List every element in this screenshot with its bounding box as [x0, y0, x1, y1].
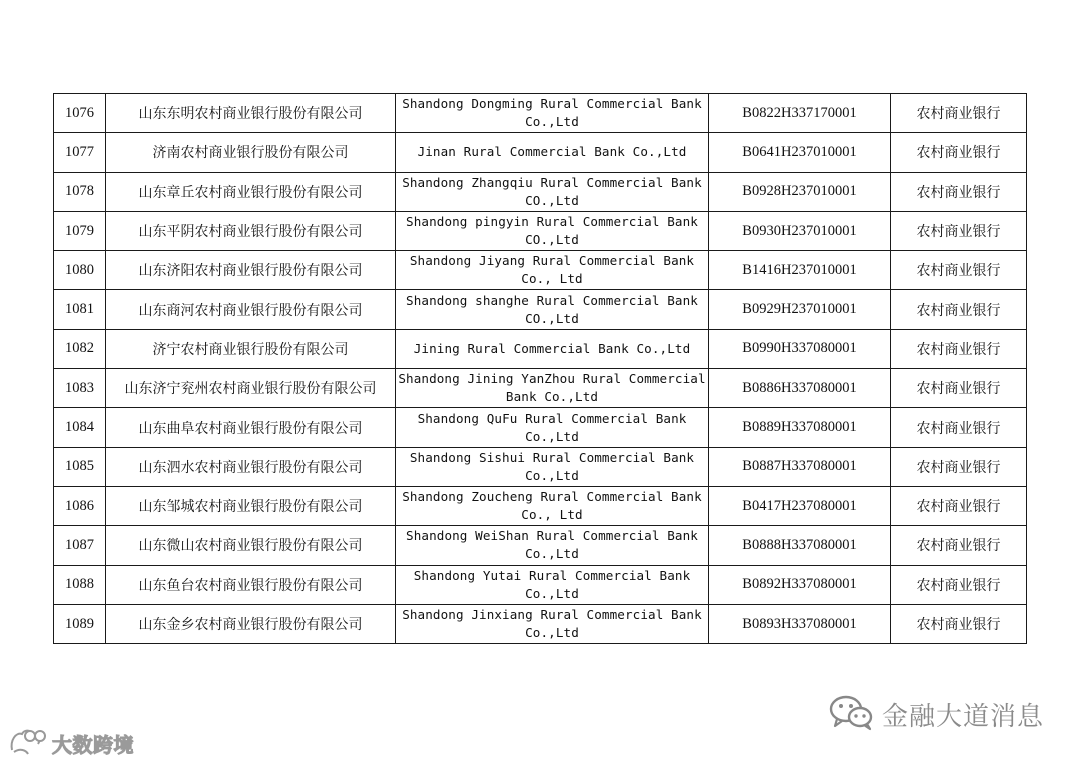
table-row [54, 408, 1027, 447]
institution-code-cell: B0822H337170001 [709, 94, 891, 133]
bank-name-en-cell [396, 290, 709, 329]
bank-list-table [53, 93, 1027, 644]
institution-type-cell: 农村商业银行 [891, 211, 1027, 250]
bank-name-cn-cell: 济宁农村商业银行股份有限公司 [106, 329, 396, 368]
institution-code-cell: B0930H237010001 [709, 211, 891, 250]
bank-name-cn-cell: 山东济宁兖州农村商业银行股份有限公司 [106, 369, 396, 408]
watermark-wechat-account [826, 694, 1044, 734]
bank-name-en-cell [396, 133, 709, 172]
table-row [54, 565, 1027, 604]
bank-name-en-cell [396, 447, 709, 486]
bank-name-cn-cell: 济南农村商业银行股份有限公司 [106, 133, 396, 172]
bank-name-en-cell [396, 604, 709, 643]
bank-name-en-cell [396, 94, 709, 133]
bank-name-en-line: CO.,Ltd [525, 232, 579, 248]
row-number-cell: 1089 [54, 604, 106, 643]
institution-type-cell: 农村商业银行 [891, 133, 1027, 172]
bank-name-en-line: Co.,Ltd [525, 114, 579, 130]
institution-code-cell: B0886H337080001 [709, 369, 891, 408]
bank-name-en-line: Bank Co.,Ltd [505, 389, 599, 405]
institution-code-cell: B1416H237010001 [709, 251, 891, 290]
table-body [54, 94, 1027, 644]
bank-name-en-line: Co.,Ltd [525, 585, 579, 601]
institution-code-cell: B0893H337080001 [709, 604, 891, 643]
row-number-cell: 1080 [54, 251, 106, 290]
watermark-site-logo [8, 727, 134, 759]
bank-name-en-cell [396, 486, 709, 525]
institution-code-cell: B0641H237010001 [709, 133, 891, 172]
watermark-account-name: 金融大道消息 [882, 701, 1045, 732]
institution-code-cell: B0892H337080001 [709, 565, 891, 604]
cat-logo-icon [8, 726, 50, 760]
row-number-cell: 1086 [54, 486, 106, 525]
bank-name-en-line: Shandong Jining YanZhou Rural Commercial [398, 371, 706, 387]
bank-name-en-line: Shandong Zoucheng Rural Commercial Bank [402, 489, 702, 505]
bank-name-en-line: Co.,Ltd [525, 625, 579, 640]
bank-name-en-line: Co.,Ltd [525, 428, 579, 444]
table-row [54, 447, 1027, 486]
table-row [54, 604, 1027, 643]
institution-type-cell: 农村商业银行 [891, 290, 1027, 329]
institution-code-cell: B0889H337080001 [709, 408, 891, 447]
institution-type-cell: 农村商业银行 [891, 369, 1027, 408]
institution-code-cell: B0990H337080001 [709, 329, 891, 368]
bank-name-en-cell [396, 329, 709, 368]
bank-name-cn-cell: 山东济阳农村商业银行股份有限公司 [106, 251, 396, 290]
table-row [54, 486, 1027, 525]
bank-name-cn-cell: 山东东明农村商业银行股份有限公司 [106, 94, 396, 133]
institution-code-cell: B0928H237010001 [709, 172, 891, 211]
bank-name-cn-cell: 山东商河农村商业银行股份有限公司 [106, 290, 396, 329]
table-row [54, 94, 1027, 133]
bank-name-en-line: Co.,Ltd [525, 467, 579, 483]
table-row [54, 290, 1027, 329]
bank-name-en-line: Shandong Dongming Rural Commercial Bank [402, 96, 702, 112]
wechat-icon [826, 692, 876, 736]
table-row [54, 329, 1027, 368]
institution-type-cell: 农村商业银行 [891, 94, 1027, 133]
institution-code-cell: B0888H337080001 [709, 526, 891, 565]
institution-type-cell: 农村商业银行 [891, 172, 1027, 211]
row-number-cell: 1087 [54, 526, 106, 565]
bank-name-en-line: Shandong QuFu Rural Commercial Bank [417, 410, 687, 426]
bank-name-en-line: Shandong Jiyang Rural Commercial Bank [409, 253, 695, 269]
institution-type-cell: 农村商业银行 [891, 565, 1027, 604]
row-number-cell: 1085 [54, 447, 106, 486]
row-number-cell: 1076 [54, 94, 106, 133]
bank-name-en-line: Jinan Rural Commercial Bank Co.,Ltd [417, 144, 687, 160]
bank-name-en-line: CO.,Ltd [525, 192, 579, 208]
bank-name-en-line: Co., Ltd [521, 507, 583, 523]
bank-name-en-line: Jining Rural Commercial Bank Co.,Ltd [413, 340, 691, 356]
row-number-cell: 1084 [54, 408, 106, 447]
bank-name-en-line: Shandong Zhangqiu Rural Commercial Bank [402, 174, 702, 190]
row-number-cell: 1083 [54, 369, 106, 408]
table-row [54, 251, 1027, 290]
bank-name-en-cell [396, 369, 709, 408]
bank-name-en-line: Shandong Sishui Rural Commercial Bank [409, 449, 695, 465]
institution-type-cell: 农村商业银行 [891, 604, 1027, 643]
bank-name-cn-cell: 山东曲阜农村商业银行股份有限公司 [106, 408, 396, 447]
row-number-cell: 1079 [54, 211, 106, 250]
bank-name-en-line: Co.,Ltd [525, 546, 579, 562]
table-row [54, 133, 1027, 172]
bank-name-en-cell [396, 526, 709, 565]
bank-name-en-cell [396, 251, 709, 290]
bank-name-en-line: Co., Ltd [521, 271, 583, 287]
bank-name-en-cell [396, 172, 709, 211]
bank-name-en-line: Shandong shanghe Rural Commercial Bank [406, 292, 698, 308]
institution-type-cell: 农村商业银行 [891, 526, 1027, 565]
table-row [54, 526, 1027, 565]
bank-name-cn-cell: 山东微山农村商业银行股份有限公司 [106, 526, 396, 565]
row-number-cell: 1082 [54, 329, 106, 368]
institution-type-cell: 农村商业银行 [891, 447, 1027, 486]
row-number-cell: 1078 [54, 172, 106, 211]
institution-code-cell: B0887H337080001 [709, 447, 891, 486]
bank-name-en-line: Shandong WeiShan Rural Commercial Bank [406, 528, 698, 544]
bank-name-en-line: Shandong Yutai Rural Commercial Bank [413, 567, 691, 583]
institution-type-cell: 农村商业银行 [891, 408, 1027, 447]
watermark-site-name: 大数跨境 [52, 732, 134, 757]
table-row [54, 369, 1027, 408]
bank-name-cn-cell: 山东平阴农村商业银行股份有限公司 [106, 211, 396, 250]
institution-type-cell: 农村商业银行 [891, 251, 1027, 290]
bank-name-cn-cell: 山东鱼台农村商业银行股份有限公司 [106, 565, 396, 604]
bank-name-cn-cell: 山东金乡农村商业银行股份有限公司 [106, 604, 396, 643]
institution-type-cell: 农村商业银行 [891, 486, 1027, 525]
institution-code-cell: B0417H237080001 [709, 486, 891, 525]
bank-name-en-cell [396, 211, 709, 250]
bank-name-cn-cell: 山东泗水农村商业银行股份有限公司 [106, 447, 396, 486]
bank-name-cn-cell: 山东邹城农村商业银行股份有限公司 [106, 486, 396, 525]
institution-code-cell: B0929H237010001 [709, 290, 891, 329]
bank-name-en-line: Shandong Jinxiang Rural Commercial Bank [402, 607, 702, 622]
table-row [54, 172, 1027, 211]
institution-type-cell: 农村商业银行 [891, 329, 1027, 368]
table-row [54, 211, 1027, 250]
bank-name-en-cell [396, 565, 709, 604]
bank-name-en-line: CO.,Ltd [525, 310, 579, 326]
row-number-cell: 1088 [54, 565, 106, 604]
bank-name-en-cell [396, 408, 709, 447]
bank-name-cn-cell: 山东章丘农村商业银行股份有限公司 [106, 172, 396, 211]
row-number-cell: 1081 [54, 290, 106, 329]
bank-name-en-line: Shandong pingyin Rural Commercial Bank [406, 214, 698, 230]
row-number-cell: 1077 [54, 133, 106, 172]
